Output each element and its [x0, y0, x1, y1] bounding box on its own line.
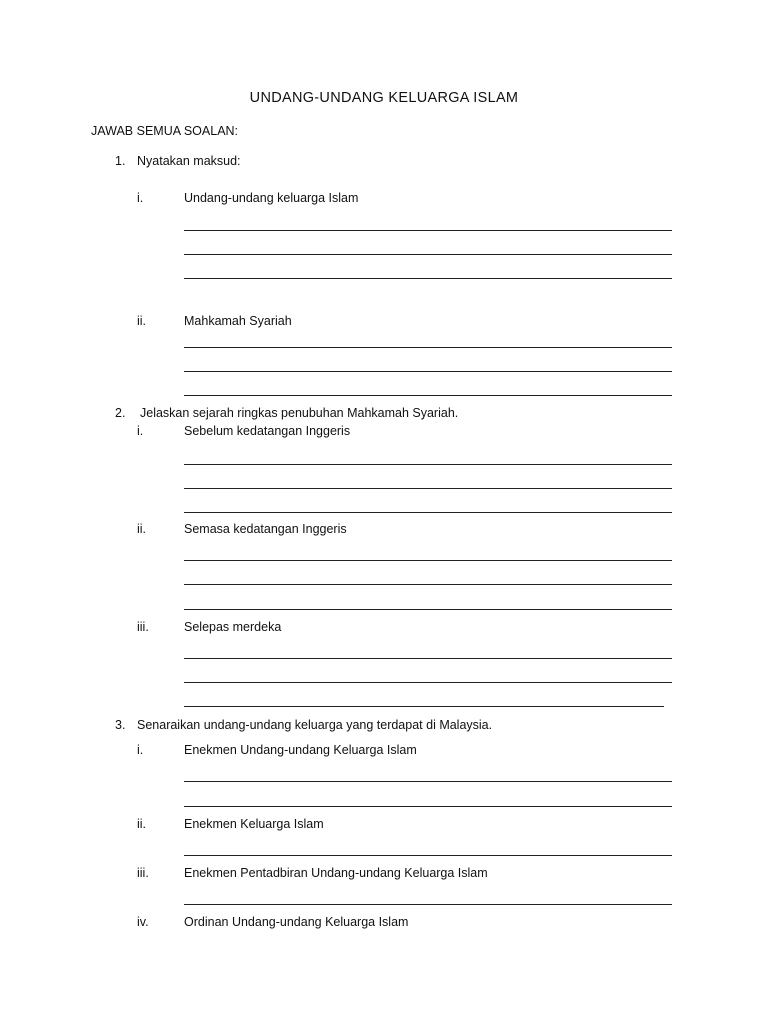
answer-line[interactable] — [184, 904, 672, 905]
sub-question-number: i. — [137, 743, 144, 757]
answer-line[interactable] — [184, 278, 672, 279]
sub-question-text: Selepas merdeka — [184, 620, 282, 634]
sub-question-text: Semasa kedatangan Inggeris — [184, 522, 347, 536]
sub-question-number: iii. — [137, 620, 149, 634]
answer-line[interactable] — [184, 488, 672, 489]
answer-line[interactable] — [184, 855, 672, 856]
answer-line[interactable] — [184, 682, 672, 683]
sub-question-text: Enekmen Undang-undang Keluarga Islam — [184, 743, 417, 757]
question-text: Senaraikan undang-undang keluarga yang terdapat di Malaysia. — [137, 718, 493, 732]
sub-question-text: Mahkamah Syariah — [184, 314, 292, 328]
answer-line[interactable] — [184, 806, 672, 807]
page-title: UNDANG-UNDANG KELUARGA ISLAM — [249, 90, 519, 106]
answer-line[interactable] — [184, 781, 672, 782]
question-text: Nyatakan maksud: — [137, 154, 241, 168]
sub-question-number: i. — [137, 424, 144, 438]
answer-line[interactable] — [184, 560, 672, 561]
answer-line[interactable] — [184, 395, 672, 396]
answer-line[interactable] — [184, 512, 672, 513]
sub-question-text: Undang-undang keluarga Islam — [184, 191, 359, 205]
question-number: 2. — [115, 406, 126, 420]
sub-question-number: iv. — [137, 915, 149, 929]
sub-question-text: Enekmen Pentadbiran Undang-undang Keluarga Islam — [184, 866, 488, 880]
answer-line[interactable] — [184, 584, 672, 585]
sub-question-number: ii. — [137, 817, 147, 831]
sub-question-text: Sebelum kedatangan Inggeris — [184, 424, 351, 438]
sub-question-number: i. — [137, 191, 144, 205]
question-number: 1. — [115, 154, 126, 168]
answer-line[interactable] — [184, 230, 672, 231]
question-text: Jelaskan sejarah ringkas penubuhan Mahkamah Syariah. — [140, 406, 459, 420]
instruction-text: JAWAB SEMUA SOALAN: — [91, 124, 239, 138]
sub-question-text: Ordinan Undang-undang Keluarga Islam — [184, 915, 409, 929]
answer-line[interactable] — [184, 658, 672, 659]
answer-line[interactable] — [184, 371, 672, 372]
answer-line[interactable] — [184, 254, 672, 255]
sub-question-number: iii. — [137, 866, 149, 880]
sub-question-text: Enekmen Keluarga Islam — [184, 817, 324, 831]
sub-question-number: ii. — [137, 314, 147, 328]
sub-question-number: ii. — [137, 522, 147, 536]
answer-line[interactable] — [184, 464, 672, 465]
answer-line[interactable] — [184, 706, 664, 707]
answer-line[interactable] — [184, 609, 672, 610]
answer-line[interactable] — [184, 347, 672, 348]
question-number: 3. — [115, 718, 126, 732]
